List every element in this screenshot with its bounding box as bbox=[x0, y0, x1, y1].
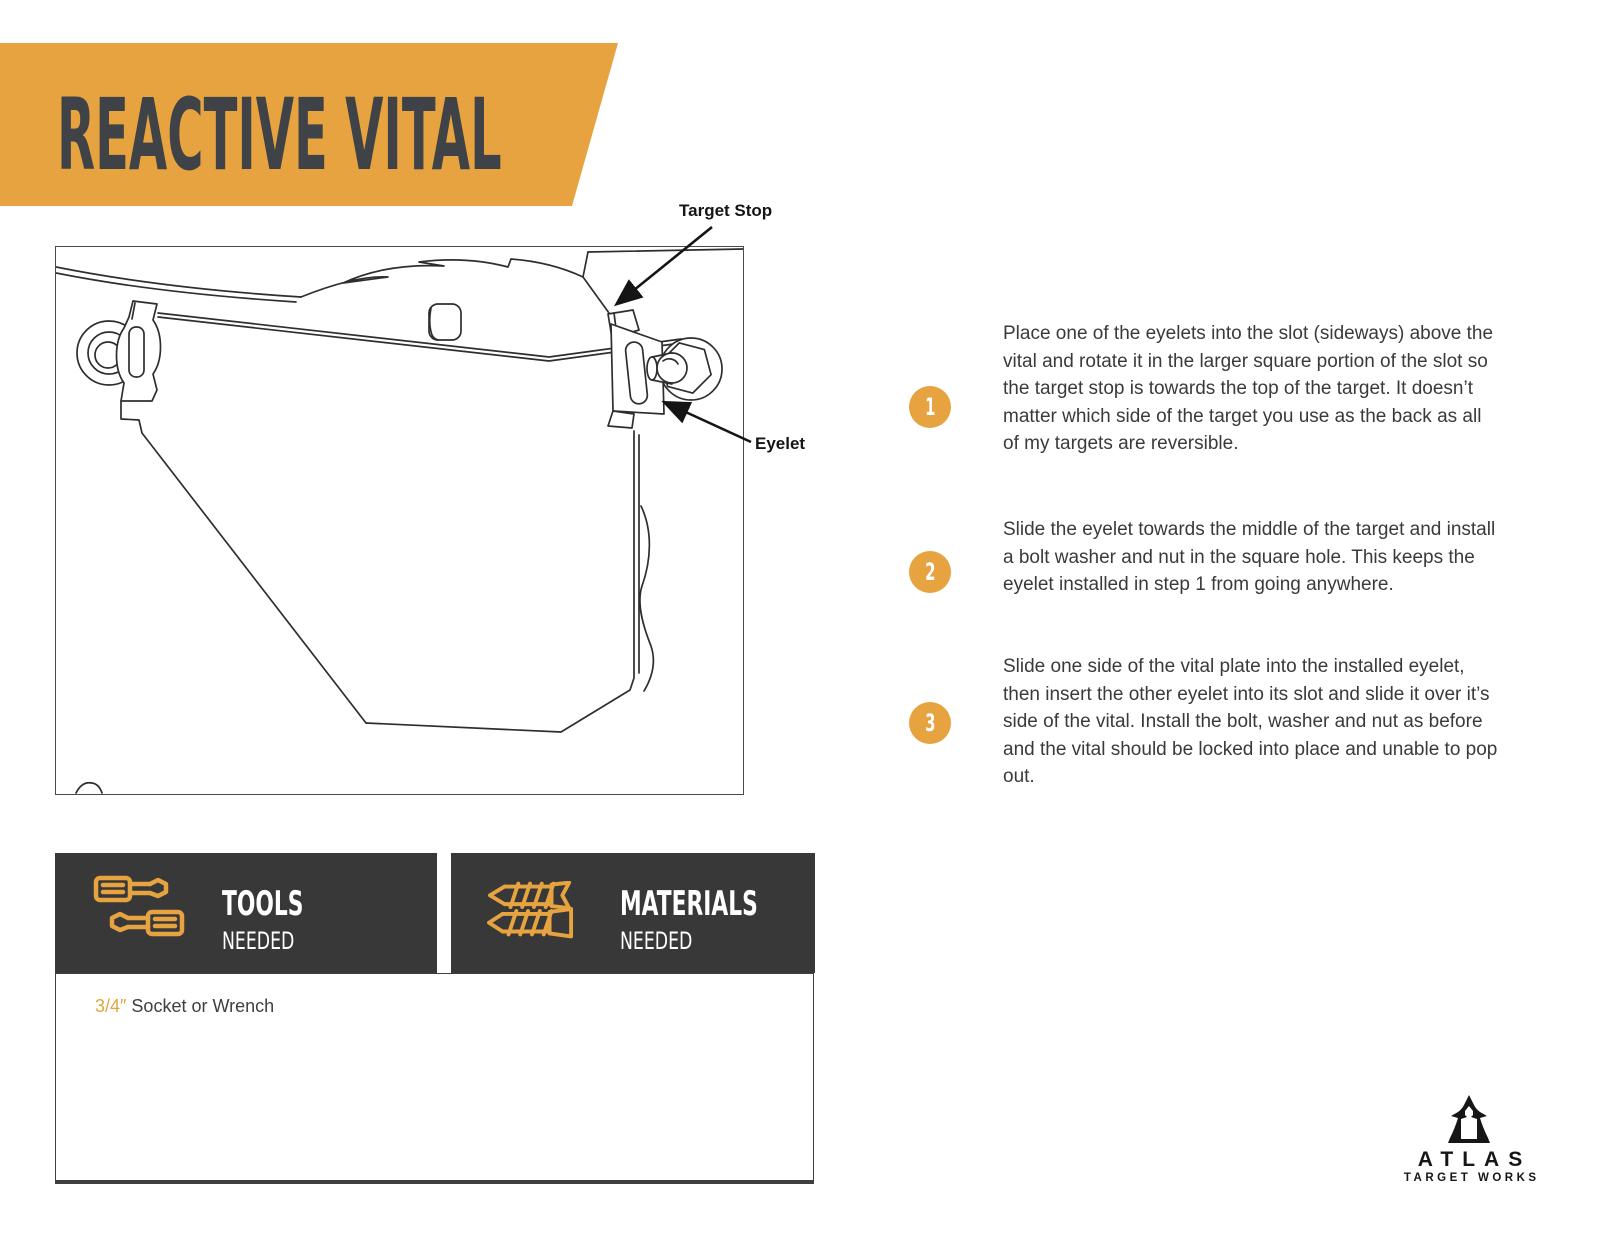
screwdrivers-icon bbox=[93, 875, 185, 937]
logo-name: ATLAS bbox=[1417, 1148, 1532, 1171]
materials-header-bar bbox=[451, 853, 815, 973]
page-title: REACTIVE VITAL bbox=[57, 78, 502, 193]
target-stop-label: Target Stop bbox=[679, 201, 773, 220]
tools-subtitle: NEEDED bbox=[222, 927, 295, 955]
step-2-badge bbox=[909, 551, 951, 593]
step-1-number: 1 bbox=[924, 393, 936, 421]
tool-item-size: 3/4″ bbox=[95, 996, 127, 1016]
tool-item bbox=[95, 996, 274, 1017]
step-1-badge bbox=[909, 386, 951, 428]
materials-title: MATERIALS bbox=[620, 884, 758, 924]
screws-icon bbox=[487, 881, 575, 939]
step-1-text: Place one of the eyelets into the slot (sideways) above the vital and rotate it in the larger square portion of the slot so the target stop is towards the top of the target. It doesn’t matter which side of the target you use as the back as all of my targets are reversible. bbox=[1003, 323, 1494, 454]
tools-title: TOOLS bbox=[222, 884, 304, 924]
step-3-badge bbox=[909, 702, 951, 744]
step-2-number: 2 bbox=[924, 558, 936, 586]
target-line-drawing bbox=[56, 247, 743, 794]
assembly-diagram bbox=[55, 246, 744, 795]
step-2-text: Slide the eyelet towards the middle of the target and install a bolt washer and nut in the square hole. This keeps the eyelet installed in step 1 from going anywhere. bbox=[1003, 519, 1496, 595]
logo-tagline: TARGET WORKS bbox=[1403, 1172, 1540, 1184]
tool-item-name: Socket or Wrench bbox=[131, 996, 275, 1016]
atlas-logo-icon bbox=[1445, 1094, 1493, 1146]
step-3-text: Slide one side of the vital plate into the installed eyelet, then insert the other eyelet into its slot and slide it over it’s side of the vital. Install the bolt, washer and nut as before and the vital should be locked into place and unable to pop out. bbox=[1003, 656, 1498, 787]
materials-subtitle: NEEDED bbox=[620, 927, 693, 955]
tools-header-bar bbox=[55, 853, 437, 973]
eyelet-label: Eyelet bbox=[755, 434, 806, 453]
step-3-number: 3 bbox=[924, 709, 936, 737]
